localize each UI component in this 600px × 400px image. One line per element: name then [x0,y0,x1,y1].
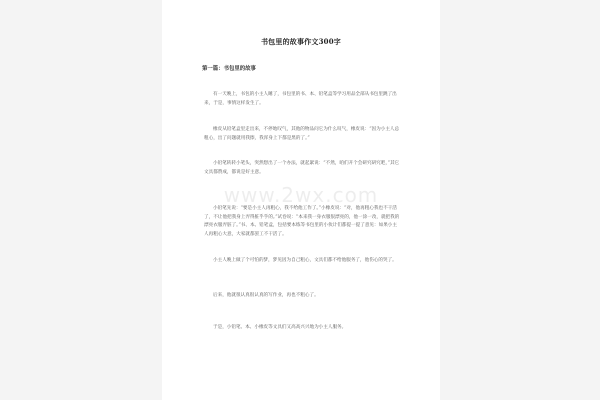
document-page [162,0,440,400]
paragraph-6: 后来，他就很认真很认真的写作业，再也不粗心了。 [213,293,319,298]
paragraph-3: 小铅笔转转小笔头，突然想出了一个办法，就起紧说：“不然，咱们开个会研究研究吧，”其它文具都赞成，都说是好主意。 [204,161,400,175]
watermark: www.2wx.com [223,183,379,207]
paragraph-1: 有一天晚上，书包的小主人睡了，书包里的书、本、铅笔盒等学习用品全部从书包里跳了出来，于是，事情这样发生了。 [204,92,397,106]
paragraph-7: 于是，小铅笔、本、小橡皮等文具们又高高兴兴地为小主人服务。 [213,325,347,330]
page-title: 书包里的故事作文300字 [260,37,341,46]
paragraph-5: 小主人晚上做了个可怕的梦，梦见因为自己粗心，文具们都不给他服务了，他伤心的哭了。 [213,258,397,263]
section-heading: 第一篇：书包里的故事 [202,66,256,72]
paragraph-2: 橡皮从铅笔盒里走出来，不停地叹气，其他的物品问它为什么叹气，橡皮说：“因为小主人总粗心，出了问题就用我擦，我浑身上下都是黑的了。” [204,127,400,141]
paragraph-4: 小铅笔先说：“要是小主人再粗心，我不给他工作了。”小橡皮说：“对，他再粗心我也不干活了，不让他把我身上弄得脏乎乎的。”试卷说：“本来我一身衣服很漂亮的，他一涂一改，就把我的漂亮衣服弄脏了。”书、本、铅笔盒，包括要本练等书包里的小伙计们都提一提了意见：如果小主人再粗心大意，大家就都罢工不干活了。 [204,206,400,237]
